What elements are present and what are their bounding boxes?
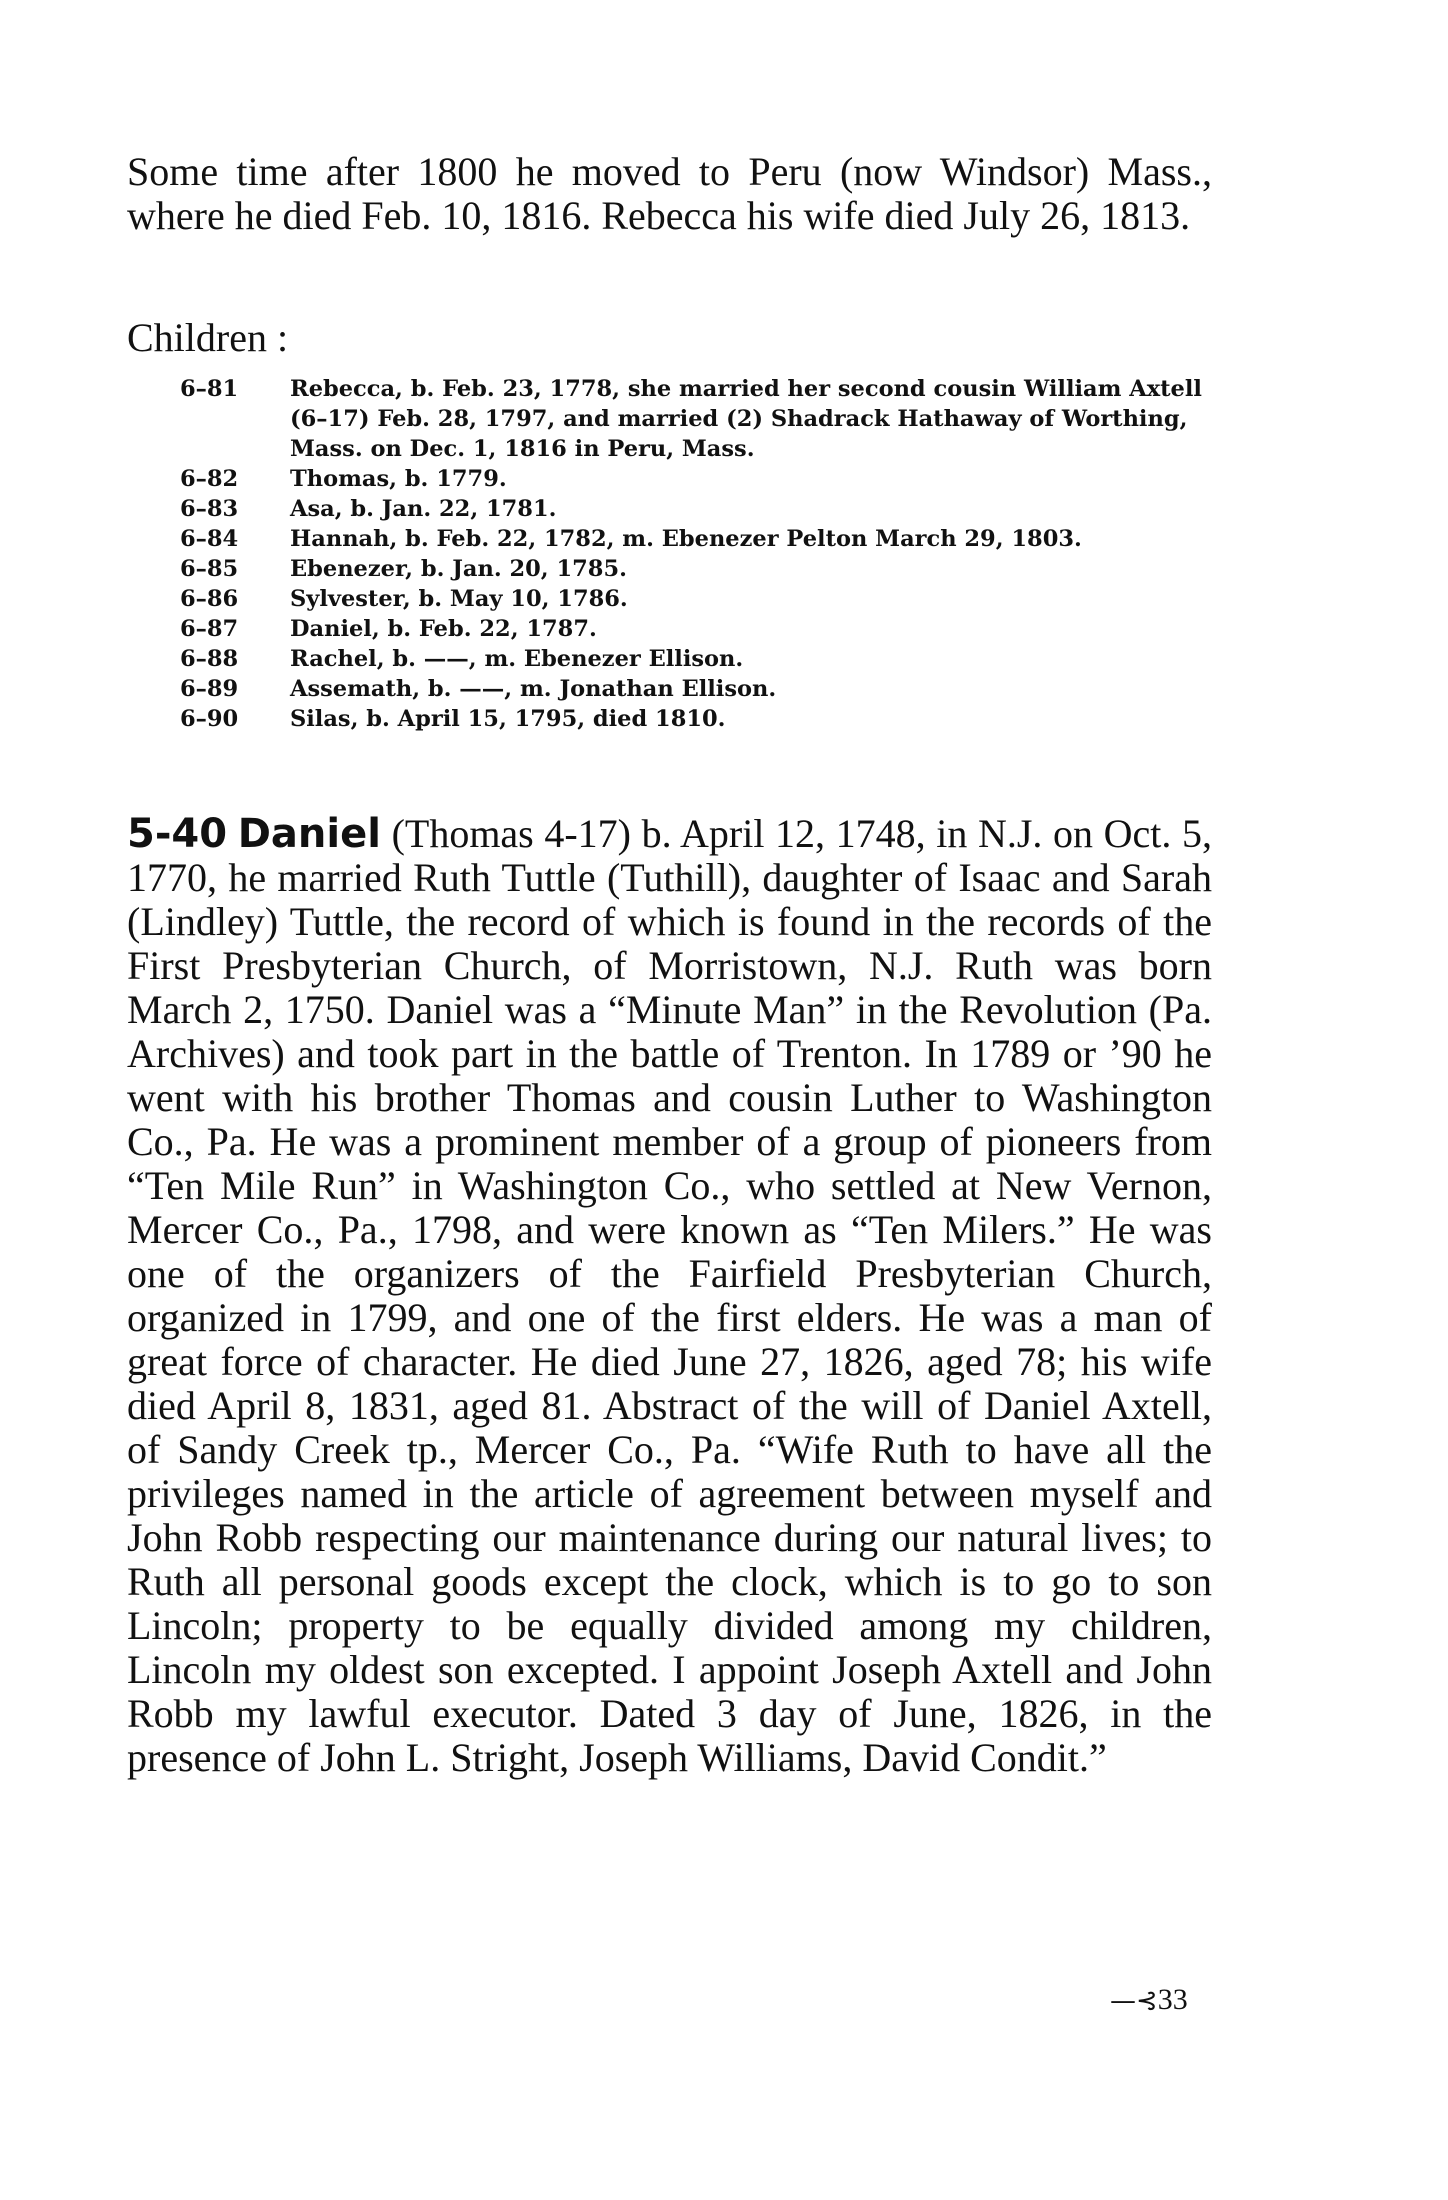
children-list (180, 374, 1210, 734)
list-item (180, 614, 1210, 644)
child-text: Rachel, b. ——, m. Ebenezer Ellison. (290, 646, 744, 672)
child-text: Rebecca, b. Feb. 23, 1778, she married her second cousin William Axtell (6–17) Feb. 28, 1797, and married (2) Shadrack Hathaway of Worthing, Mass. on Dec. 1, 1816 in Peru, Mass. (290, 376, 1202, 462)
page-number-block (1110, 1982, 1188, 2019)
intro-paragraph: Some time after 1800 he moved to Peru (now Windsor) Mass., where he died Feb. 10, 1816. Rebecca his wife died July 26, 1813. (127, 149, 1212, 238)
child-id: 6–90 (180, 706, 239, 732)
list-item (180, 554, 1210, 584)
child-id: 6–84 (180, 526, 239, 552)
child-id: 6–86 (180, 586, 239, 612)
child-id: 6–87 (180, 616, 239, 642)
child-id: 6–82 (180, 466, 239, 492)
child-id: 6–88 (180, 646, 239, 672)
list-item (180, 644, 1210, 674)
page-number: 33 (1157, 1983, 1188, 2016)
list-item (180, 374, 1210, 464)
child-text: Assemath, b. ——, m. Jonathan Ellison. (290, 676, 777, 702)
child-id: 6–81 (180, 376, 239, 402)
child-id: 6–85 (180, 556, 239, 582)
children-label: Children : (127, 315, 289, 360)
child-id: 6–83 (180, 496, 239, 522)
child-text: Ebenezer, b. Jan. 20, 1785. (290, 556, 627, 582)
child-text: Silas, b. April 15, 1795, died 1810. (290, 706, 726, 732)
child-text: Thomas, b. 1779. (290, 466, 507, 492)
child-id: 6–89 (180, 676, 239, 702)
list-item (180, 464, 1210, 494)
list-item (180, 674, 1210, 704)
child-text: Asa, b. Jan. 22, 1781. (290, 496, 557, 522)
genealogy-entry (127, 812, 1212, 1780)
entry-name: Daniel (237, 811, 381, 857)
entry-id: 5-40 (127, 811, 228, 857)
entry-text: (Thomas 4-17) b. April 12, 1748, in N.J. on Oct. 5, 1770, he married Ruth Tuttle (Tuthill), daughter of Isaac and Sarah (Lindley) Tuttle, the record of which is found in the records of the First Presbyterian Church, of Morristown, N.J. Ruth was born March 2, 1750. Daniel was a “Minute Man” in the Revolution (Pa. Archives) and took part in the battle of Trenton. In 1789 or ’90 he went with his brother Thomas and cousin Luther to Washington Co., Pa. He was a prominent member of a group of pioneers from “Ten Mile Run” in Washington Co., who settled at New Vernon, Mercer Co., Pa., 1798, and were known as “Ten Milers.” He was one of the organizers of the Fairfield Presbyterian Church, organized in 1799, and one of the first elders. He was a man of great force of character. He died June 27, 1826, aged 78; his wife died April 8, 1831, aged 81. Abstract of the will of Daniel Axtell, of Sandy Creek tp., Mercer Co., Pa. “Wife Ruth to have all the privileges named in the article of agreement between myself and John Robb respecting our maintenance during our natural lives; to Ruth all personal goods except the clock, which is to go to son Lincoln; property to be equally divided among my children, Lincoln my oldest son excepted. I appoint Joseph Axtell and John Robb my lawful executor. Dated 3 day of June, 1826, in the presence of John L. Stright, Joseph Williams, David Condit.” (127, 811, 1213, 1780)
list-item (180, 494, 1210, 524)
list-item (180, 584, 1210, 614)
child-text: Hannah, b. Feb. 22, 1782, m. Ebenezer Pelton March 29, 1803. (290, 526, 1082, 552)
child-text: Daniel, b. Feb. 22, 1787. (290, 616, 597, 642)
list-item (180, 704, 1210, 734)
list-item (180, 524, 1210, 554)
page-ornament-icon: —⊰ (1110, 1986, 1158, 2016)
child-text: Sylvester, b. May 10, 1786. (290, 586, 628, 612)
